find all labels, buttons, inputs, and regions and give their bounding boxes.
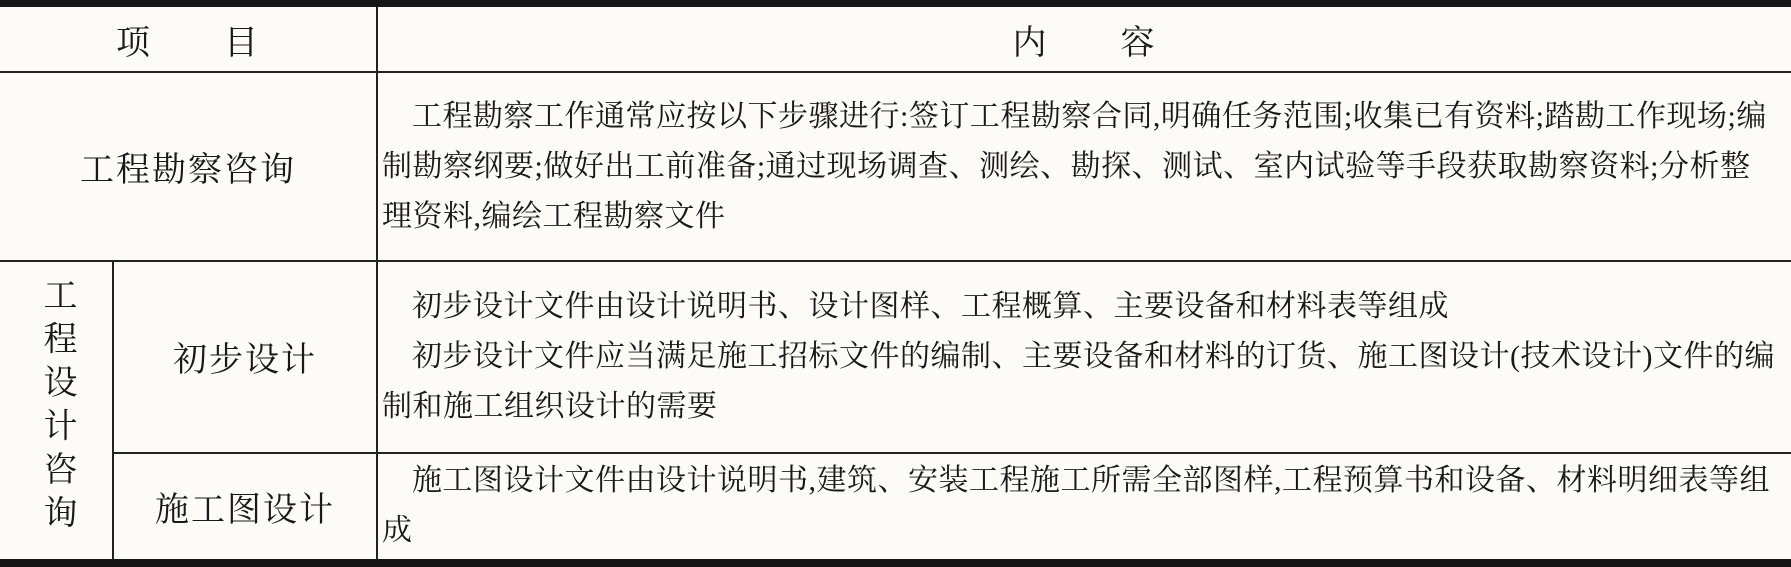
header-item: 项 目 <box>0 4 377 73</box>
row-label-preliminary-design: 初步设计 <box>113 261 377 453</box>
row-content-survey <box>377 72 1791 261</box>
row-label-survey: 工程勘察咨询 <box>0 72 377 261</box>
row-content-construction-drawing-design <box>377 453 1791 564</box>
table-row-survey <box>0 72 1791 261</box>
preliminary-design-paragraph-2: 初步设计文件应当满足施工招标文件的编制、主要设备和材料的订货、施工图设计(技术设计)文件的编制和施工组织设计的需要 <box>382 339 1775 423</box>
header-content: 内 容 <box>377 4 1791 73</box>
group-label-design-consulting: 工程设计咨询 <box>38 277 75 539</box>
table-row-construction-drawing-design <box>0 453 1791 564</box>
table-row-preliminary-design <box>0 261 1791 453</box>
construction-drawing-paragraph: 施工图设计文件由设计说明书,建筑、安装工程施工所需全部图样,工程预算书和设备、材料明细表等组成 <box>382 464 1770 548</box>
row-content-preliminary-design <box>377 261 1791 453</box>
group-label-cell <box>0 261 113 563</box>
table-header-row <box>0 4 1791 73</box>
survey-paragraph: 工程勘察工作通常应按以下步骤进行:签订工程勘察合同,明确任务范围;收集已有资料;踏勘工作现场;编制勘察纲要;做好出工前准备;通过现场调查、测绘、勘探、测试、室内试验等手段获取勘察资料;分析整理资料,编绘工程勘察文件 <box>382 99 1767 233</box>
preliminary-design-paragraph-1: 初步设计文件由设计说明书、设计图样、工程概算、主要设备和材料表等组成 <box>412 289 1449 323</box>
row-label-construction-drawing-design: 施工图设计 <box>113 453 377 564</box>
